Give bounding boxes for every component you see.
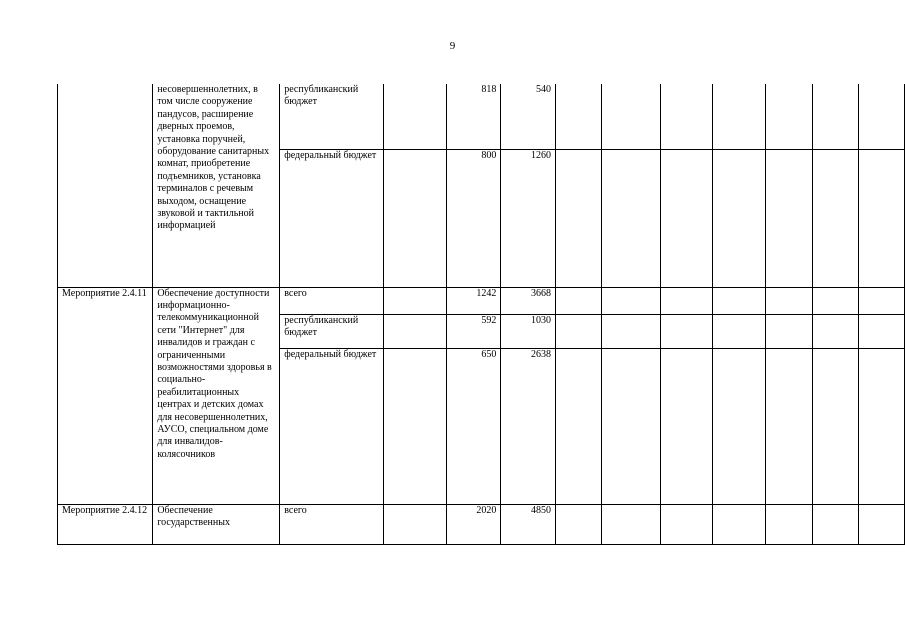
table-row <box>58 287 905 314</box>
empty-cell <box>713 149 766 287</box>
empty-cell <box>713 287 766 314</box>
empty-cell <box>713 314 766 348</box>
budget-table <box>57 84 905 545</box>
value-cell: 2638 <box>501 348 556 504</box>
empty-cell <box>660 149 712 287</box>
description-cell <box>153 84 280 287</box>
empty-cell <box>713 84 766 149</box>
value-cell <box>384 84 446 149</box>
value-cell <box>384 348 446 504</box>
funding-source-cell: всего <box>280 287 384 314</box>
empty-cell <box>556 314 602 348</box>
measure-cell: Мероприятие 2.4.12 <box>58 504 153 544</box>
value-cell: 4850 <box>501 504 556 544</box>
empty-cell <box>813 504 858 544</box>
empty-cell <box>660 504 712 544</box>
empty-cell <box>602 84 661 149</box>
empty-cell <box>660 287 712 314</box>
value-cell: 800 <box>446 149 501 287</box>
empty-cell <box>660 84 712 149</box>
funding-source-cell: федеральный бюджет <box>280 348 384 504</box>
funding-source-cell: республиканский бюджет <box>280 84 384 149</box>
empty-cell <box>813 149 858 287</box>
empty-cell <box>858 314 904 348</box>
empty-cell <box>556 348 602 504</box>
funding-source-cell: федеральный бюджет <box>280 149 384 287</box>
description-cell <box>153 504 280 544</box>
value-cell: 818 <box>446 84 501 149</box>
empty-cell <box>602 504 661 544</box>
measure-cell: Мероприятие 2.4.11 <box>58 287 153 504</box>
empty-cell <box>556 149 602 287</box>
empty-cell <box>858 84 904 149</box>
value-cell: 650 <box>446 348 501 504</box>
empty-cell <box>766 348 813 504</box>
value-cell <box>384 149 446 287</box>
value-cell: 1242 <box>446 287 501 314</box>
empty-cell <box>556 84 602 149</box>
value-cell: 592 <box>446 314 501 348</box>
empty-cell <box>813 287 858 314</box>
table-row <box>58 504 905 544</box>
empty-cell <box>660 314 712 348</box>
empty-cell <box>713 348 766 504</box>
empty-cell <box>766 84 813 149</box>
value-cell: 1260 <box>501 149 556 287</box>
value-cell <box>384 314 446 348</box>
empty-cell <box>602 149 661 287</box>
empty-cell <box>556 287 602 314</box>
empty-cell <box>813 314 858 348</box>
empty-cell <box>766 149 813 287</box>
empty-cell <box>858 149 904 287</box>
empty-cell <box>602 348 661 504</box>
empty-cell <box>813 348 858 504</box>
description-text: Обеспечение государственных <box>157 504 230 528</box>
table-row <box>58 84 905 149</box>
value-cell: 1030 <box>501 314 556 348</box>
description-text: несовершеннолетних, в том числе сооружение пандусов, расширение дверных проемов, установка поручней, оборудование санитарных комнат, приобретение подъемников, установка терминалов с речевым выходом, оснащение звуковой и тактильной информацией <box>157 84 270 232</box>
value-cell: 3668 <box>501 287 556 314</box>
value-cell <box>384 504 446 544</box>
measure-cell <box>58 84 153 287</box>
empty-cell <box>602 287 661 314</box>
funding-source-cell: республиканский бюджет <box>280 314 384 348</box>
empty-cell <box>813 84 858 149</box>
empty-cell <box>858 348 904 504</box>
empty-cell <box>556 504 602 544</box>
empty-cell <box>766 314 813 348</box>
empty-cell <box>766 504 813 544</box>
empty-cell <box>660 348 712 504</box>
empty-cell <box>858 287 904 314</box>
empty-cell <box>713 504 766 544</box>
funding-source-cell: всего <box>280 504 384 544</box>
value-cell: 2020 <box>446 504 501 544</box>
empty-cell <box>602 314 661 348</box>
description-text: Обеспечение доступности информационно-телекоммуникационной сети "Интернет" для инвалидов и граждан с ограниченными возможностями здоровья в социально-реабилитационных центрах и детских домах для несовершеннолетних, АУСО, специальном доме для инвалидов-колясочников <box>157 287 272 460</box>
page-number: 9 <box>449 40 456 52</box>
empty-cell <box>766 287 813 314</box>
value-cell <box>384 287 446 314</box>
empty-cell <box>858 504 904 544</box>
value-cell: 540 <box>501 84 556 149</box>
description-cell <box>153 287 280 504</box>
